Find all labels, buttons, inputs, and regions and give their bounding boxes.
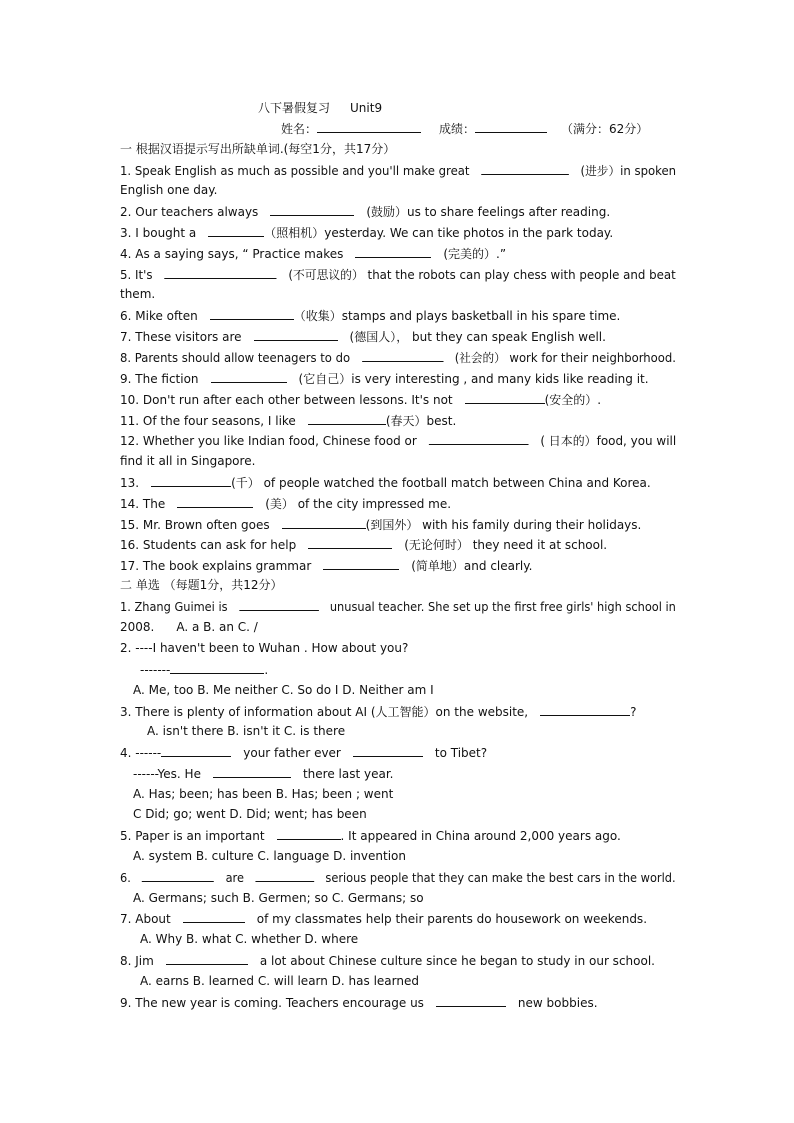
s2-q2-options: A. Me, too B. Me neither C. So do I D. Neither am I [133,683,434,697]
answer-blank[interactable] [436,995,506,1007]
answer-blank[interactable] [254,329,338,341]
s1-question-5: 5. It's (不可思议的） that the robots can play chess with people and beat [120,268,676,282]
answer-blank[interactable] [213,766,291,778]
answer-blank[interactable] [177,496,253,508]
answer-blank[interactable] [270,204,354,216]
s2-question-9: 9. The new year is coming. Teachers encourage us new bobbies. [120,996,598,1010]
s1-question-17: 17. The book explains grammar (简单地）and clearly. [120,559,533,573]
s1-question-4: 4. As a saying says, “ Practice makes (完美的）.” [120,247,507,261]
s1-question-12: 12. Whether you like Indian food, Chinese food or ( 日本的）food, you will [120,434,677,448]
answer-blank[interactable] [142,870,214,882]
s1-question-1-cont: English one day. [120,183,218,197]
unit-label: Unit9 [350,101,383,115]
answer-blank[interactable] [277,828,341,840]
s1-question-2: 2. Our teachers always (鼓励）us to share feelings after reading. [120,205,611,219]
answer-blank[interactable] [183,911,245,923]
s1-question-13: 13. (千） of people watched the football match between China and Korea. [120,476,651,490]
s1-question-15: 15. Mr. Brown often goes (到国外） with his family during their holidays. [120,518,642,532]
s2-q5-options: A. system B. culture C. language D. invention [133,849,406,863]
answer-blank[interactable] [210,308,294,320]
s1-question-1: 1. Speak English as much as possible and you'll make great (进步）in spoken [120,164,677,178]
s2-question-2-reply: ------- . [140,663,269,677]
answer-blank[interactable] [166,953,248,965]
s1-question-14: 14. The (美） of the city impressed me. [120,497,452,511]
answer-blank[interactable] [355,246,431,258]
answer-blank[interactable] [429,433,529,445]
s1-question-7: 7. These visitors are (德国人）， but they can speak English well. [120,330,606,344]
answer-blank[interactable] [239,599,319,611]
answer-blank[interactable] [164,267,276,279]
s2-question-7: 7. About of my classmates help their parents do housework on weekends. [120,912,648,926]
score-blank[interactable] [475,121,547,133]
name-label: 姓名： [281,122,318,136]
s2-q4-options-2: C Did; go; went D. Did; went; has been [133,807,367,821]
s1-question-8: 8. Parents should allow teenagers to do (社会的） work for their neighborhood. [120,351,676,365]
s2-question-4-reply: ------Yes. He there last year. [133,767,394,781]
student-info-line [281,121,648,136]
answer-blank[interactable] [481,163,569,175]
s1-question-12-cont: find it all in Singapore. [120,454,256,468]
full-score: （满分：62分） [561,122,649,136]
s2-question-2: 2. ----I haven't been to Wuhan . How about you? [120,641,409,655]
answer-blank[interactable] [208,225,264,237]
s2-question-4: 4. ------ your father ever to Tibet? [120,746,488,760]
answer-blank[interactable] [540,704,630,716]
s2-question-8: 8. Jim a lot about Chinese culture since he began to study in our school. [120,954,655,968]
section1-heading: 一 根据汉语提示写出所缺单词.(每空1分，共17分） [120,142,396,156]
answer-blank[interactable] [323,558,399,570]
answer-blank[interactable] [211,371,287,383]
s2-question-1-cont: 2008. A. a B. an C. / [120,620,258,634]
s1-question-11: 11. Of the four seasons, I like (春天）best. [120,414,457,428]
answer-blank[interactable] [282,517,366,529]
s2-q1-options: A. a B. an C. / [176,620,258,634]
s1-question-9: 9. The fiction (它自己）is very interesting , and many kids like reading it. [120,372,649,386]
s2-question-1: 1. Zhang Guimei is unusual teacher. She set up the first free girls' high school in [120,600,676,614]
s2-question-5: 5. Paper is an important . It appeared in China around 2,000 years ago. [120,829,621,843]
s2-q8-options: A. earns B. learned C. will learn D. has learned [140,974,419,988]
worksheet-title [258,101,382,115]
answer-blank[interactable] [255,870,314,882]
s1-question-10: 10. Don't run after each other between lessons. It's not (安全的）. [120,393,602,407]
s1-question-16: 16. Students can ask for help (无论何时） they need it at school. [120,538,608,552]
title-text: 八下暑假复习 [258,101,331,115]
name-blank[interactable] [317,121,421,133]
s1-question-3: 3. I bought a （照相机）yesterday. We can tike photos in the park today. [120,226,614,240]
s1-question-5-cont: them. [120,287,156,301]
s2-question-6: 6. are serious people that they can make the best cars in the world. [120,871,676,885]
section2-heading: 二 单选 （每题1分，共12分） [120,578,283,592]
answer-blank[interactable] [161,745,231,757]
answer-blank[interactable] [353,745,423,757]
answer-blank[interactable] [465,392,545,404]
s2-q4-options-1: A. Has; been; has been B. Has; been ; went [133,787,394,801]
answer-blank[interactable] [170,662,264,674]
answer-blank[interactable] [151,475,231,487]
score-label: 成绩： [439,122,476,136]
s2-question-3: 3. There is plenty of information about AI (人工智能）on the website, ? [120,705,637,719]
s1-question-6: 6. Mike often （收集）stamps and plays basketball in his spare time. [120,309,621,323]
answer-blank[interactable] [362,350,443,362]
s2-q6-options: A. Germans; such B. Germen; so C. Germans; so [133,891,424,905]
s2-q3-options: A. isn't there B. isn't it C. is there [147,724,346,738]
s2-q7-options: A. Why B. what C. whether D. where [140,932,359,946]
answer-blank[interactable] [308,413,386,425]
answer-blank[interactable] [308,537,392,549]
